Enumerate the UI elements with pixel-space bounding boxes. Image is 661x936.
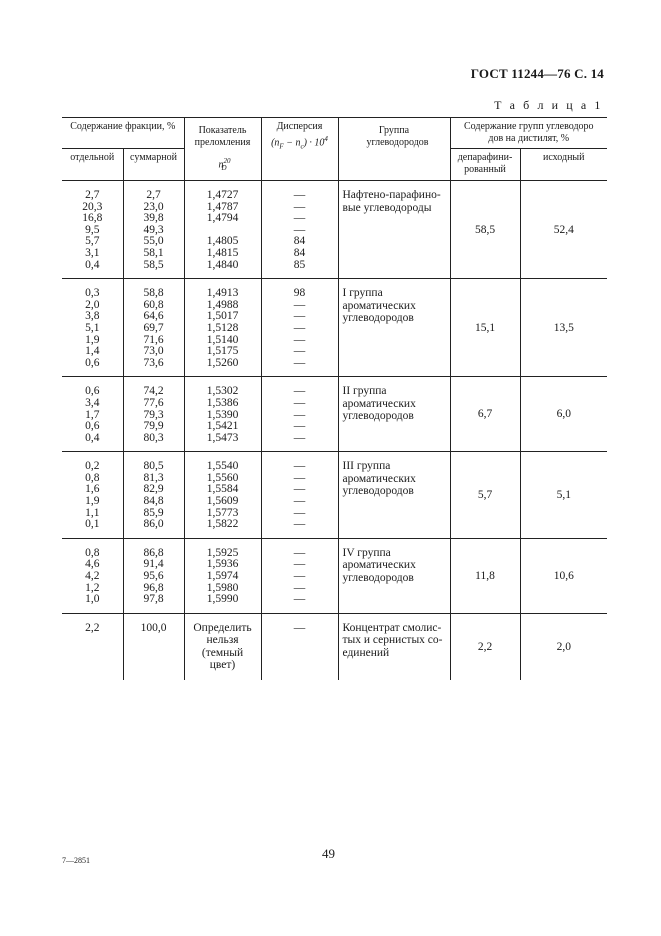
cell-separate-value: 3,4 (85, 396, 100, 409)
header-refraction (184, 118, 261, 181)
cell-refraction-value: 1,4988 (206, 298, 239, 311)
cell-separate-value: 0,8 (85, 546, 100, 559)
cell-separate-value: 0,6 (85, 420, 100, 433)
table-caption: Т а б л и ц а 1 (494, 98, 603, 112)
table-row (62, 613, 607, 680)
cell-separate-value: 0,6 (85, 356, 100, 369)
cell-dispersion (261, 452, 338, 539)
cell-cumulative-value: 86,0 (143, 518, 164, 531)
cell-refraction-value: цвет) (209, 659, 236, 672)
cell-refraction-value: 1,5773 (206, 506, 239, 519)
header-fraction: Содержание фракции, % (62, 118, 184, 149)
cell-refraction-value: 1,5560 (206, 471, 239, 484)
header-dispersion (261, 118, 338, 181)
cell-cumulative (123, 538, 184, 613)
cell-original: 10,6 (520, 538, 607, 613)
cell-dewaxed: 6,7 (450, 377, 520, 452)
cell-refraction-value: 1,4787 (206, 200, 239, 213)
cell-separate-value: 1,1 (85, 506, 100, 519)
cell-dewaxed: 11,8 (450, 538, 520, 613)
cell-separate-value: 0,1 (85, 518, 100, 531)
header-refraction-label: Показатель преломления (194, 125, 251, 148)
cell-cumulative-value: 49,3 (143, 223, 164, 236)
cell-dispersion (261, 613, 338, 680)
cell-dispersion-value: — (293, 189, 306, 201)
cell-cumulative-value: 23,0 (143, 200, 164, 213)
cell-group-name: Концентрат смолис- тых и сернистых со- единений (338, 613, 450, 680)
cell-separate-value: 0,3 (85, 287, 100, 300)
cell-dispersion-value: — (293, 483, 306, 496)
cell-separate-value: 4,6 (85, 558, 100, 571)
cell-original: 13,5 (520, 279, 607, 377)
cell-cumulative-value: 79,9 (143, 420, 164, 433)
cell-separate-value: 3,1 (85, 246, 100, 259)
cell-cumulative-value: 55,0 (143, 235, 164, 248)
cell-dispersion-value: — (293, 212, 306, 225)
cell-dispersion (261, 538, 338, 613)
cell-cumulative (123, 181, 184, 279)
cell-original: 5,1 (520, 452, 607, 539)
cell-cumulative-value: 58,1 (143, 246, 164, 259)
cell-cumulative-value: 100,0 (140, 621, 167, 634)
cell-dispersion-value: — (293, 396, 306, 409)
cell-refraction-value: 1,5421 (206, 420, 239, 433)
cell-dispersion-value: — (293, 570, 306, 583)
cell-cumulative-value: 81,3 (143, 471, 164, 484)
cell-separate (62, 613, 123, 680)
cell-refraction-value: 1,5390 (206, 408, 239, 421)
cell-dispersion (261, 279, 338, 377)
cell-separate-value: 5,1 (85, 321, 100, 334)
cell-separate-value: 1,6 (85, 483, 100, 496)
cell-separate-value: 0,4 (85, 431, 100, 444)
cell-cumulative-value: 95,6 (143, 570, 164, 583)
cell-separate (62, 279, 123, 377)
cell-dispersion-value: 84 (293, 235, 306, 248)
cell-separate-value: 5,7 (85, 235, 100, 248)
cell-cumulative-value: 58,5 (143, 258, 164, 271)
cell-refraction-value: 1,5140 (206, 333, 239, 346)
cell-cumulative-value: 91,4 (143, 558, 164, 571)
cell-dispersion-value: — (293, 310, 306, 323)
header-fraction-cumulative: суммарной (123, 149, 184, 181)
cell-cumulative-value: 82,9 (143, 483, 164, 496)
cell-separate-value: 1,0 (85, 593, 100, 606)
cell-dispersion-value: — (293, 546, 306, 559)
cell-original: 6,0 (520, 377, 607, 452)
cell-refraction-value: нельзя (206, 634, 239, 647)
cell-cumulative-value: 73,6 (143, 356, 164, 369)
cell-cumulative-value: 96,8 (143, 581, 164, 594)
cell-cumulative-value: 97,8 (143, 593, 164, 606)
cell-refraction (184, 538, 261, 613)
cell-refraction-value: 1,5974 (206, 570, 239, 583)
cell-separate-value: 0,4 (85, 258, 100, 271)
header-dispersion-formula: $(n_F - n_c) \cdot 10^4$ (271, 135, 328, 151)
page-number: 49 (322, 846, 335, 861)
cell-refraction-value: 1,5260 (206, 356, 239, 369)
cell-refraction (184, 377, 261, 452)
cell-separate (62, 377, 123, 452)
cell-cumulative-value: 60,8 (143, 298, 164, 311)
cell-dispersion-value: 84 (293, 246, 306, 259)
cell-dewaxed: 58,5 (450, 181, 520, 279)
cell-separate-value: 3,8 (85, 310, 100, 323)
cell-dispersion-value: — (293, 431, 306, 444)
cell-dispersion-value: — (293, 518, 306, 531)
cell-refraction-value: 1,5017 (206, 310, 239, 323)
cell-dispersion-value: — (293, 385, 306, 398)
cell-separate-value: 2,7 (85, 189, 100, 201)
cell-cumulative-value: 77,6 (143, 396, 164, 409)
cell-dispersion-value: — (293, 321, 306, 334)
cell-separate-value: 16,8 (82, 212, 103, 225)
cell-dispersion-value: — (293, 581, 306, 594)
cell-cumulative (123, 452, 184, 539)
cell-dispersion-value: — (293, 200, 306, 213)
cell-cumulative (123, 377, 184, 452)
cell-refraction-value: Определить (193, 621, 252, 634)
cell-refraction-value: 1,5609 (206, 495, 239, 508)
cell-separate-value: 1,2 (85, 581, 100, 594)
cell-cumulative-value: 2,7 (146, 189, 161, 201)
cell-cumulative-value: 86,8 (143, 546, 164, 559)
cell-separate-value: 2,0 (85, 298, 100, 311)
cell-cumulative-value: 71,6 (143, 333, 164, 346)
cell-separate-value: 0,6 (85, 385, 100, 398)
header-group: Группа углеводородов (338, 118, 450, 181)
cell-dispersion-value: — (293, 356, 306, 369)
header-fraction-separate: отдельной (62, 149, 123, 181)
cell-cumulative-value: 80,5 (143, 460, 164, 473)
cell-refraction-value: 1,5386 (206, 396, 239, 409)
cell-dewaxed: 5,7 (450, 452, 520, 539)
cell-dispersion-value: — (293, 621, 306, 634)
footer-code: 7—2851 (62, 856, 90, 865)
cell-separate-value: 0,2 (85, 460, 100, 473)
cell-cumulative-value: 73,0 (143, 345, 164, 358)
cell-refraction-value: 1,5302 (206, 385, 239, 398)
cell-refraction-value: 1,5980 (206, 581, 239, 594)
page-header: ГОСТ 11244—76 С. 14 (470, 66, 604, 81)
table-row (62, 538, 607, 613)
cell-group-name: II группа ароматических углеводородов (338, 377, 450, 452)
cell-cumulative-value: 64,6 (143, 310, 164, 323)
table-row (62, 377, 607, 452)
cell-dispersion-value: 85 (293, 258, 306, 271)
cell-refraction-value: 1,5540 (206, 460, 239, 473)
cell-refraction-value: 1,4794 (206, 212, 239, 225)
cell-refraction-value: 1,4840 (206, 258, 239, 271)
cell-cumulative-value: 69,7 (143, 321, 164, 334)
header-content-dewaxed: депарафини- рованный (450, 149, 520, 181)
cell-cumulative-value: 85,9 (143, 506, 164, 519)
cell-original: 2,0 (520, 613, 607, 680)
cell-cumulative (123, 613, 184, 680)
cell-group-name: I группа ароматических углеводородов (338, 279, 450, 377)
header-dispersion-label: Дисперсия (276, 121, 323, 132)
cell-refraction-value: 1,4815 (206, 246, 239, 259)
table-row (62, 452, 607, 539)
cell-separate-value: 1,7 (85, 408, 100, 421)
cell-dispersion-value: — (293, 460, 306, 473)
table-row (62, 181, 607, 279)
cell-separate-value: 1,9 (85, 495, 100, 508)
cell-separate-value: 0,8 (85, 471, 100, 484)
cell-group-name: III группа ароматических углеводородов (338, 452, 450, 539)
cell-group-name: Нафтено-парафино- вые углеводороды (338, 181, 450, 279)
header-content: Содержание групп углеводоро дов на дистилят, % (450, 118, 607, 149)
cell-refraction-value: 1,5936 (206, 558, 239, 571)
cell-refraction-value: 1,5584 (206, 483, 239, 496)
cell-dewaxed: 2,2 (450, 613, 520, 680)
cell-refraction-value: 1,5175 (206, 345, 239, 358)
header-content-original: исходный (520, 149, 607, 181)
cell-refraction-value (185, 224, 261, 236)
table-body (62, 181, 607, 680)
cell-separate-value: 4,2 (85, 570, 100, 583)
cell-cumulative-value: 79,3 (143, 408, 164, 421)
cell-separate-value: 9,5 (85, 223, 100, 236)
cell-refraction-value: 1,5128 (206, 321, 239, 334)
cell-dispersion (261, 181, 338, 279)
cell-refraction-value: 1,5822 (206, 518, 239, 531)
cell-cumulative-value: 84,8 (143, 495, 164, 508)
cell-cumulative (123, 279, 184, 377)
cell-dispersion-value: — (293, 223, 306, 236)
cell-dispersion-value: — (293, 420, 306, 433)
cell-cumulative-value: 39,8 (143, 212, 164, 225)
cell-refraction-value: 1,4913 (206, 287, 239, 300)
cell-refraction (184, 613, 261, 680)
cell-dispersion-value: 98 (293, 287, 306, 300)
cell-cumulative-value: 58,8 (143, 287, 164, 300)
cell-refraction (184, 279, 261, 377)
header-refraction-symbol: $n^{20}_D$ (218, 157, 231, 173)
cell-cumulative-value: 80,3 (143, 431, 164, 444)
cell-separate-value: 1,4 (85, 345, 100, 358)
cell-refraction-value: 1,5925 (206, 546, 239, 559)
data-table (62, 117, 607, 680)
cell-refraction-value: 1,4805 (206, 235, 239, 248)
cell-refraction-value: 1,5990 (206, 593, 239, 606)
cell-separate (62, 538, 123, 613)
cell-dispersion-value: — (293, 495, 306, 508)
cell-refraction (184, 181, 261, 279)
cell-refraction-value: 1,4727 (206, 189, 239, 201)
cell-cumulative-value: 74,2 (143, 385, 164, 398)
cell-dispersion-value: — (293, 298, 306, 311)
cell-separate-value: 2,2 (85, 621, 100, 634)
cell-refraction-value: 1,5473 (206, 431, 239, 444)
cell-separate-value: 1,9 (85, 333, 100, 346)
cell-dispersion-value: — (293, 558, 306, 571)
cell-dispersion-value: — (293, 333, 306, 346)
cell-separate (62, 181, 123, 279)
cell-dispersion (261, 377, 338, 452)
cell-dispersion-value: — (293, 471, 306, 484)
cell-dispersion-value: — (293, 408, 306, 421)
cell-refraction-value: (темный (201, 646, 244, 659)
table-row (62, 279, 607, 377)
cell-dispersion-value: — (293, 345, 306, 358)
cell-original: 52,4 (520, 181, 607, 279)
cell-dewaxed: 15,1 (450, 279, 520, 377)
cell-dispersion-value: — (293, 593, 306, 606)
cell-separate (62, 452, 123, 539)
cell-group-name: IV группа ароматических углеводородов (338, 538, 450, 613)
cell-dispersion-value: — (293, 506, 306, 519)
cell-separate-value: 20,3 (82, 200, 103, 213)
cell-refraction (184, 452, 261, 539)
